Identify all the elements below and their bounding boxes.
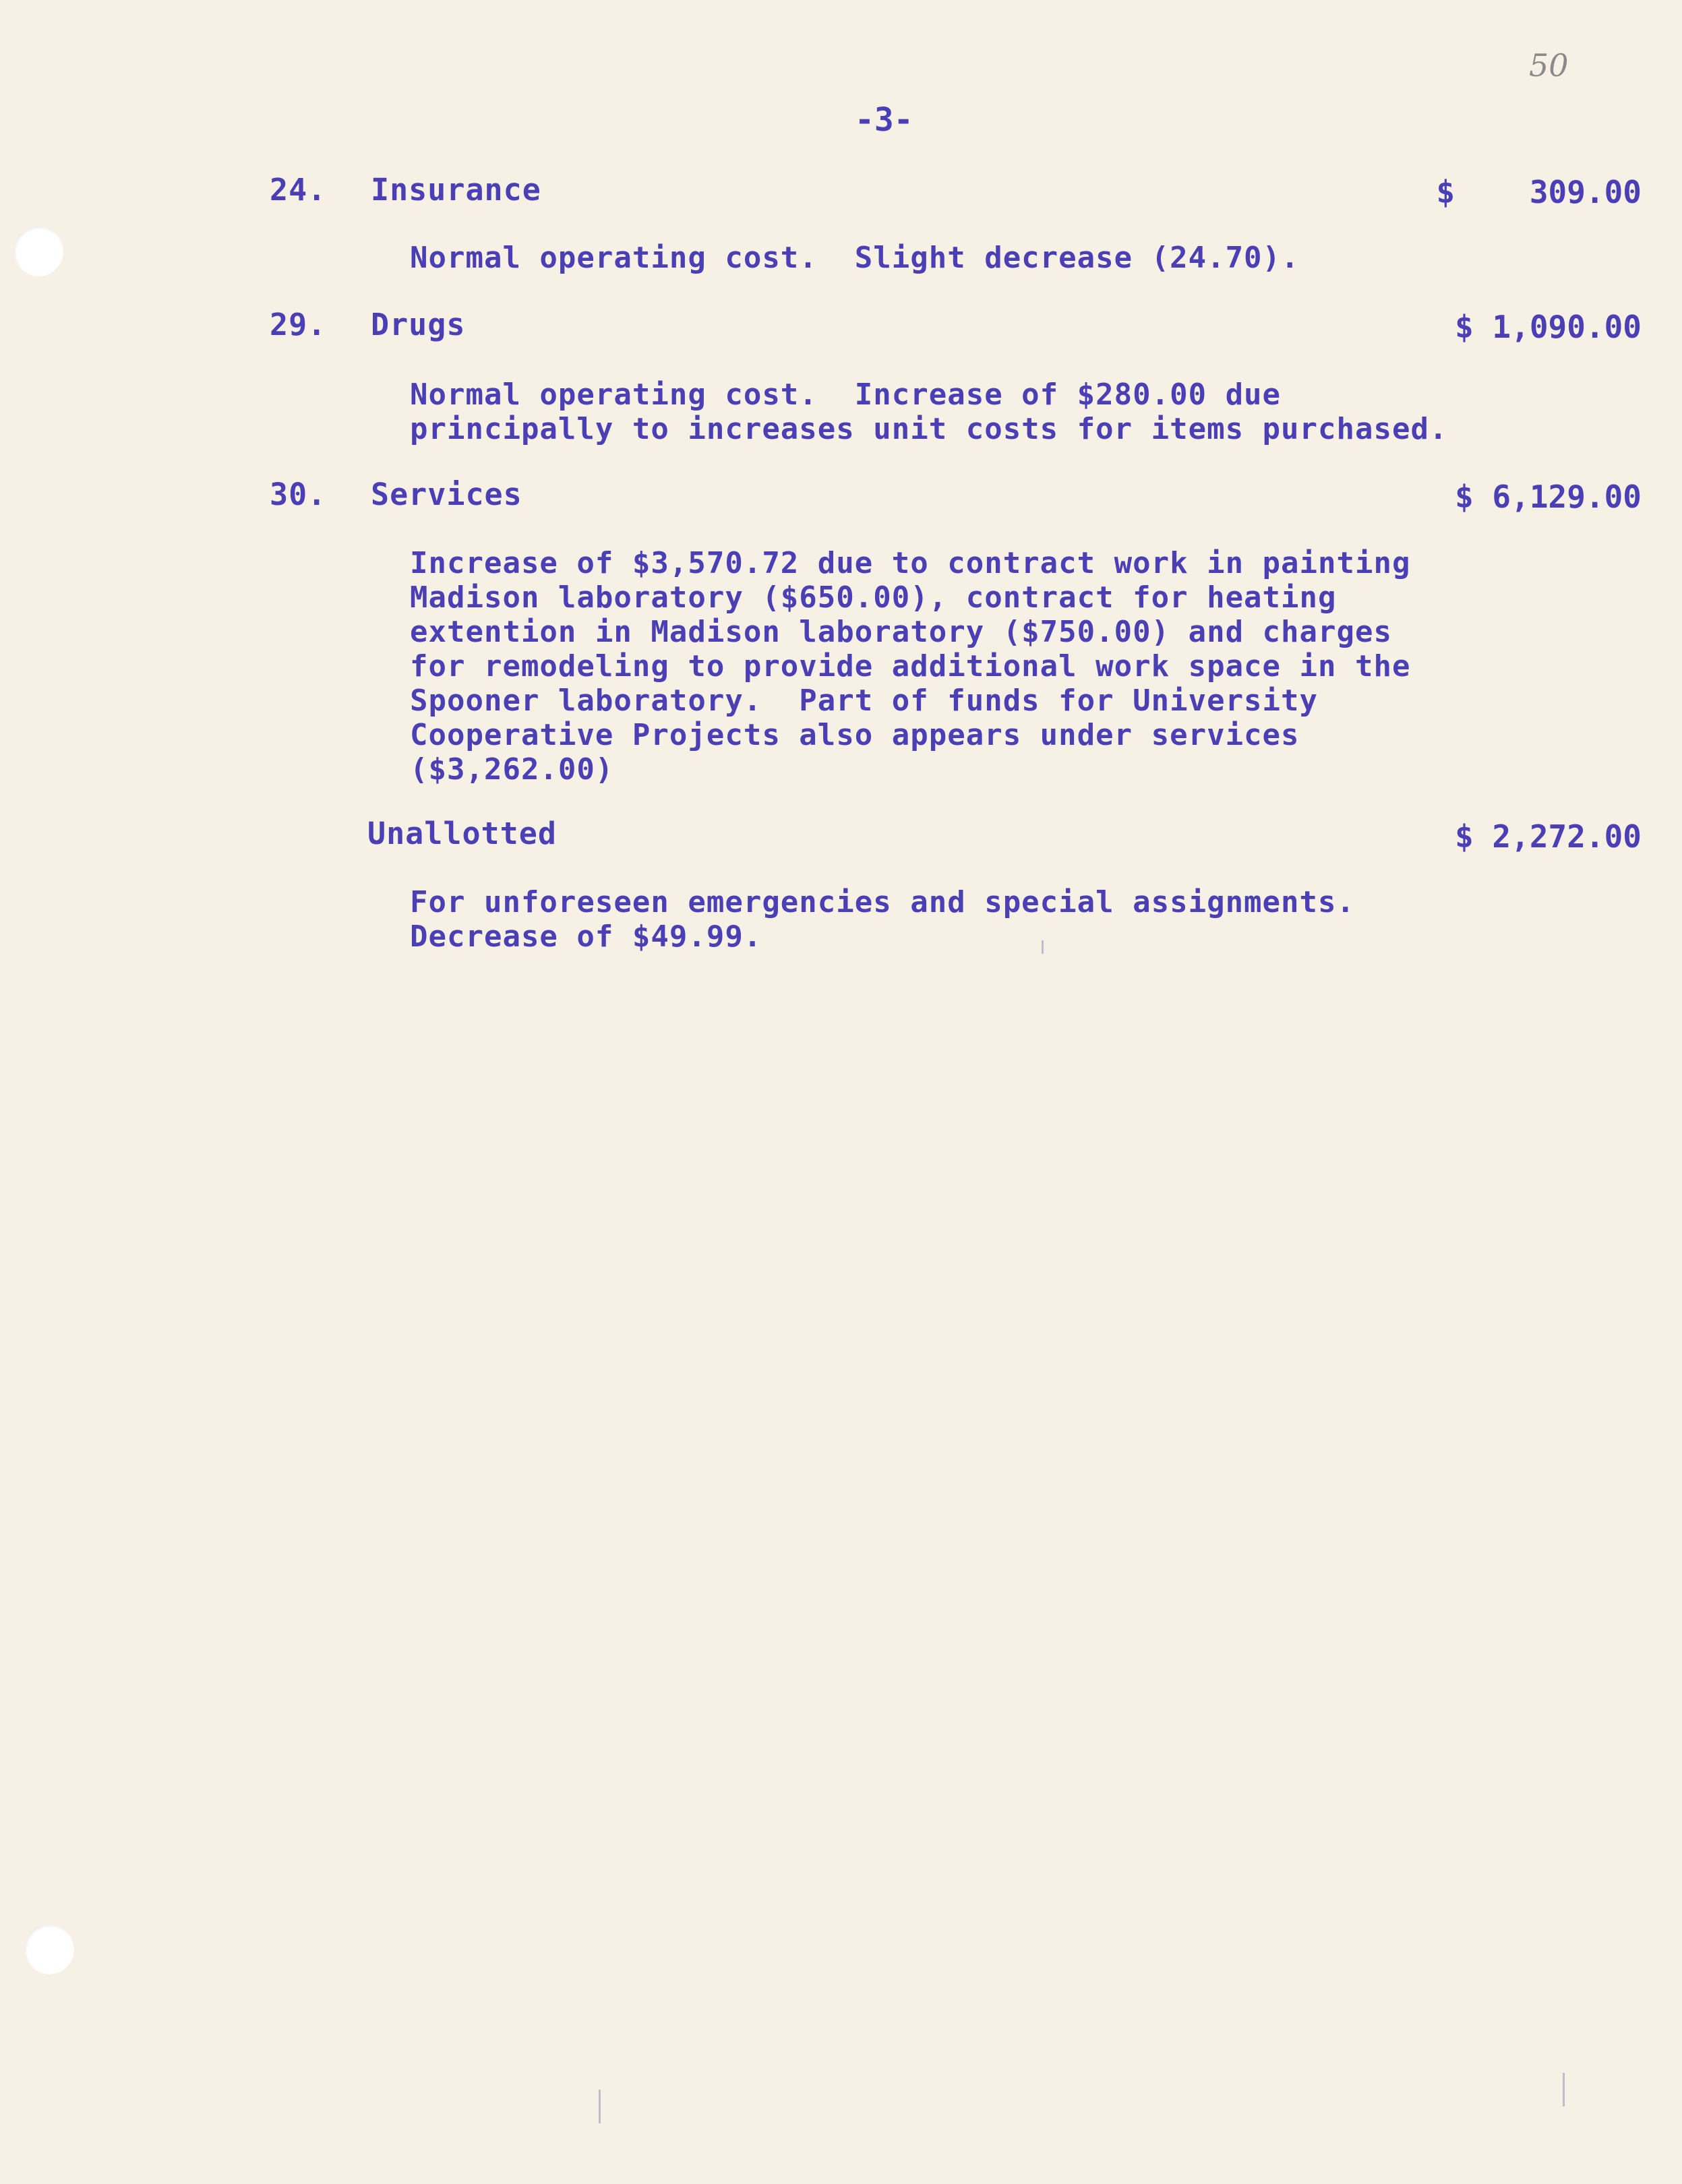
item-title: Services	[371, 477, 522, 512]
item-number: 24.	[270, 172, 327, 208]
handwritten-page-note: 50	[1529, 47, 1569, 84]
item-title: Unallotted	[367, 816, 557, 851]
item-number: 29.	[270, 307, 327, 342]
item-title: Insurance	[371, 172, 541, 208]
paper-mark	[599, 2090, 601, 2123]
item-description: Normal operating cost. Increase of $280.00 due principally to increases unit costs for items purchased.	[410, 377, 1448, 446]
item-amount: $ 1,090.00	[1455, 309, 1642, 345]
item-description: Normal operating cost. Slight decrease (24.70).	[410, 241, 1300, 275]
item-description: For unforeseen emergencies and special assignments. Decrease of $49.99.	[410, 885, 1356, 954]
paper-mark	[1042, 940, 1044, 954]
item-number: 30.	[270, 477, 327, 512]
punch-hole-top	[13, 226, 63, 276]
paper-mark	[1563, 2073, 1565, 2106]
item-amount: $ 2,272.00	[1455, 818, 1642, 855]
item-amount: $ 6,129.00	[1455, 479, 1642, 515]
item-description: Increase of $3,570.72 due to contract work in painting Madison laboratory ($650.00), contract for heating extention in Madison laboratory ($750.00) and charges for remodeling to provide additional work space in the Spooner laboratory. Part of funds for University Cooperative Projects also appears under services ($3,262.00)	[410, 546, 1411, 787]
item-amount: $ 309.00	[1436, 174, 1642, 210]
item-title: Drugs	[371, 307, 466, 342]
page-number: -3-	[855, 101, 913, 139]
punch-hole-bottom	[24, 1924, 74, 1974]
